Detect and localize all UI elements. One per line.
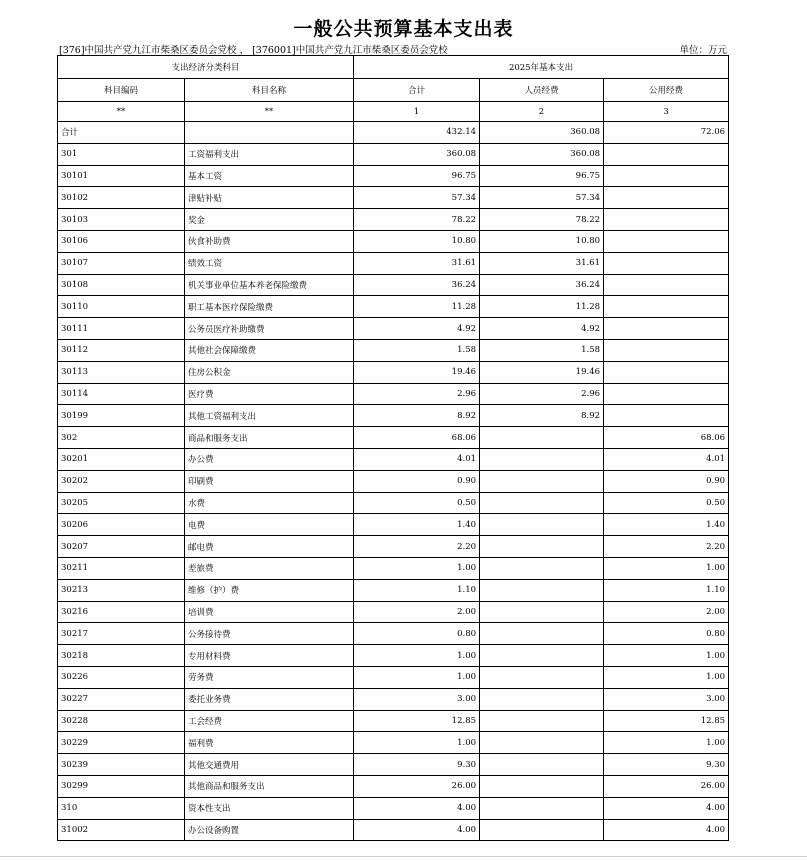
table-row [58,492,729,514]
cell-code: 30202 [58,470,185,492]
cell-name: 劳务费 [185,666,354,688]
table-row [58,797,729,819]
cell-total: 0.90 [354,470,480,492]
cell-code: 31002 [58,819,185,841]
cell-public: 26.00 [604,775,729,797]
header-personnel: 人员经费 [480,79,604,102]
cell-personnel [480,819,604,841]
cell-total: 1.00 [354,732,480,754]
cell-code: 301 [58,143,185,165]
cell-personnel: 4.92 [480,318,604,340]
cell-personnel [480,710,604,732]
cell-code: 30205 [58,492,185,514]
cell-name: 医疗费 [185,383,354,405]
cell-total: 4.00 [354,819,480,841]
cell-personnel [480,470,604,492]
table-row [58,122,729,144]
cell-name: 商品和服务支出 [185,427,354,449]
cell-total: 1.40 [354,514,480,536]
budget-table [57,55,729,841]
table-row [58,536,729,558]
cell-public [604,405,729,427]
cell-personnel [480,688,604,710]
page-title: 一般公共预算基本支出表 [293,18,514,40]
cell-total: 0.50 [354,492,480,514]
cell-personnel [480,579,604,601]
cell-personnel: 78.22 [480,209,604,231]
cell-total: 10.80 [354,230,480,252]
header-public-index: 3 [604,102,729,122]
cell-total: 8.92 [354,405,480,427]
cell-personnel: 8.92 [480,405,604,427]
table-row [58,361,729,383]
cell-total: 96.75 [354,165,480,187]
cell-personnel [480,557,604,579]
cell-public: 1.00 [604,666,729,688]
cell-code: 30216 [58,601,185,623]
cell-code: 30112 [58,339,185,361]
cell-name [185,122,354,144]
cell-personnel [480,601,604,623]
cell-code: 30110 [58,296,185,318]
header-column-row [58,79,729,102]
cell-personnel: 31.61 [480,252,604,274]
cell-total: 36.24 [354,274,480,296]
cell-personnel: 57.34 [480,187,604,209]
table-row [58,775,729,797]
header-public: 公用经费 [604,79,729,102]
unit-name: [376]中国共产党九江市柴桑区委员会党校 ， [376001]中国共产党九江市柴桑区委员会党校 [59,45,448,56]
header-economic-category: 支出经济分类科目 [58,56,354,79]
cell-total: 1.10 [354,579,480,601]
cell-total: 68.06 [354,427,480,449]
cell-public: 1.00 [604,645,729,667]
cell-code: 30101 [58,165,185,187]
cell-public: 0.50 [604,492,729,514]
cell-personnel: 360.08 [480,143,604,165]
cell-personnel [480,645,604,667]
cell-personnel [480,754,604,776]
cell-name: 奖金 [185,209,354,231]
header-name: 科目名称 [185,79,354,102]
cell-name: 其他交通费用 [185,754,354,776]
cell-total: 57.34 [354,187,480,209]
cell-public: 1.40 [604,514,729,536]
header-code-marker: ** [58,102,185,122]
cell-personnel [480,492,604,514]
cell-code: 30218 [58,645,185,667]
cell-public: 72.06 [604,122,729,144]
cell-code: 30106 [58,230,185,252]
cell-personnel [480,666,604,688]
table-row [58,318,729,340]
cell-public: 2.00 [604,601,729,623]
cell-total: 1.00 [354,645,480,667]
cell-name: 委托业务费 [185,688,354,710]
cell-personnel [480,536,604,558]
cell-total: 2.00 [354,601,480,623]
unit-of-measure: 单位：万元 [679,45,727,56]
cell-public [604,143,729,165]
table-row [58,470,729,492]
cell-personnel: 11.28 [480,296,604,318]
cell-personnel [480,732,604,754]
cell-total: 1.58 [354,339,480,361]
table-row [58,732,729,754]
cell-name: 办公设备购置 [185,819,354,841]
cell-personnel: 10.80 [480,230,604,252]
cell-public [604,274,729,296]
cell-name: 电费 [185,514,354,536]
table-row [58,688,729,710]
cell-total: 12.85 [354,710,480,732]
cell-personnel [480,775,604,797]
cell-name: 资本性支出 [185,797,354,819]
cell-code: 30299 [58,775,185,797]
cell-code: 30201 [58,448,185,470]
table-row [58,448,729,470]
cell-public: 4.00 [604,797,729,819]
cell-total: 3.00 [354,688,480,710]
table-row [58,819,729,841]
header-code: 科目编码 [58,79,185,102]
header-total: 合计 [354,79,480,102]
cell-name: 差旅费 [185,557,354,579]
header-name-marker: ** [185,102,354,122]
cell-name: 邮电费 [185,536,354,558]
cell-name: 机关事业单位基本养老保险缴费 [185,274,354,296]
cell-personnel [480,797,604,819]
cell-public [604,383,729,405]
cell-name: 福利费 [185,732,354,754]
cell-code: 30228 [58,710,185,732]
cell-total: 1.00 [354,557,480,579]
cell-code: 30227 [58,688,185,710]
header-personnel-index: 2 [480,102,604,122]
cell-public [604,209,729,231]
cell-total: 26.00 [354,775,480,797]
cell-public: 0.80 [604,623,729,645]
cell-name: 工资福利支出 [185,143,354,165]
cell-name: 住房公积金 [185,361,354,383]
header-index-row [58,102,729,122]
table-row [58,274,729,296]
cell-public [604,296,729,318]
cell-personnel [480,448,604,470]
cell-name: 办公费 [185,448,354,470]
cell-name: 伙食补助费 [185,230,354,252]
table-row [58,296,729,318]
cell-code: 30213 [58,579,185,601]
cell-code: 30206 [58,514,185,536]
cell-public [604,318,729,340]
cell-name: 培训费 [185,601,354,623]
header-group-row [58,56,729,79]
cell-personnel [480,623,604,645]
cell-personnel [480,514,604,536]
table-row [58,557,729,579]
cell-code: 30226 [58,666,185,688]
table-row [58,383,729,405]
cell-personnel: 96.75 [480,165,604,187]
table-row [58,252,729,274]
cell-total: 2.20 [354,536,480,558]
cell-total: 1.00 [354,666,480,688]
cell-public [604,230,729,252]
page-bottom-rule [0,856,807,857]
cell-name: 印刷费 [185,470,354,492]
cell-personnel: 19.46 [480,361,604,383]
table-row [58,187,729,209]
cell-public: 0.90 [604,470,729,492]
cell-public: 2.20 [604,536,729,558]
cell-total: 4.92 [354,318,480,340]
cell-personnel [480,427,604,449]
cell-personnel: 1.58 [480,339,604,361]
cell-name: 其他社会保障缴费 [185,339,354,361]
cell-public: 1.10 [604,579,729,601]
cell-name: 基本工资 [185,165,354,187]
cell-public: 9.30 [604,754,729,776]
cell-name: 职工基本医疗保险缴费 [185,296,354,318]
cell-code: 30102 [58,187,185,209]
cell-public: 1.00 [604,732,729,754]
cell-name: 津贴补贴 [185,187,354,209]
table-row [58,339,729,361]
cell-code: 30217 [58,623,185,645]
cell-total: 19.46 [354,361,480,383]
cell-code: 30207 [58,536,185,558]
table-row [58,165,729,187]
cell-total: 4.01 [354,448,480,470]
cell-name: 维修（护）费 [185,579,354,601]
header-total-index: 1 [354,102,480,122]
cell-total: 31.61 [354,252,480,274]
cell-code: 30239 [58,754,185,776]
cell-personnel: 2.96 [480,383,604,405]
cell-code: 310 [58,797,185,819]
table-row [58,645,729,667]
cell-personnel: 360.08 [480,122,604,144]
cell-code: 302 [58,427,185,449]
cell-public: 68.06 [604,427,729,449]
cell-total: 4.00 [354,797,480,819]
table-row [58,623,729,645]
cell-code: 合计 [58,122,185,144]
cell-name: 其他商品和服务支出 [185,775,354,797]
cell-code: 30114 [58,383,185,405]
cell-code: 30108 [58,274,185,296]
table-row [58,579,729,601]
table-row [58,143,729,165]
table-row [58,710,729,732]
cell-total: 0.80 [354,623,480,645]
cell-public [604,361,729,383]
cell-public: 12.85 [604,710,729,732]
cell-public: 1.00 [604,557,729,579]
cell-public: 4.00 [604,819,729,841]
cell-code: 30229 [58,732,185,754]
cell-public [604,187,729,209]
table-row [58,601,729,623]
cell-public [604,339,729,361]
cell-code: 30113 [58,361,185,383]
cell-total: 9.30 [354,754,480,776]
cell-total: 11.28 [354,296,480,318]
cell-code: 30111 [58,318,185,340]
cell-total: 78.22 [354,209,480,231]
cell-name: 水费 [185,492,354,514]
cell-name: 工会经费 [185,710,354,732]
cell-public: 4.01 [604,448,729,470]
cell-public [604,165,729,187]
cell-name: 绩效工资 [185,252,354,274]
cell-total: 432.14 [354,122,480,144]
cell-name: 公务员医疗补助缴费 [185,318,354,340]
table-row [58,514,729,536]
cell-name: 专用材料费 [185,645,354,667]
cell-total: 360.08 [354,143,480,165]
table-row [58,405,729,427]
cell-name: 公务接待费 [185,623,354,645]
cell-code: 30103 [58,209,185,231]
cell-name: 其他工资福利支出 [185,405,354,427]
cell-code: 30199 [58,405,185,427]
cell-public: 3.00 [604,688,729,710]
cell-code: 30107 [58,252,185,274]
cell-code: 30211 [58,557,185,579]
cell-total: 2.96 [354,383,480,405]
cell-public [604,252,729,274]
table-row [58,427,729,449]
table-row [58,230,729,252]
table-row [58,754,729,776]
table-row [58,209,729,231]
table-row [58,666,729,688]
header-basic-expenditure-year: 2025年基本支出 [354,56,729,79]
cell-personnel: 36.24 [480,274,604,296]
